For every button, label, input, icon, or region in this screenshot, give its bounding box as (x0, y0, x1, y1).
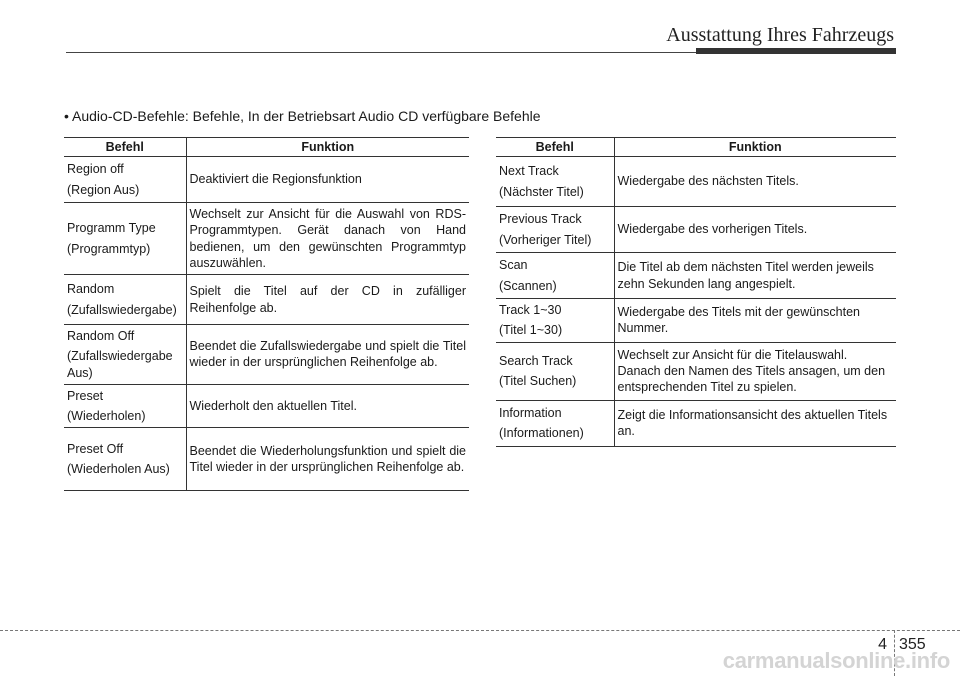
command-cell: Information (Informationen) (496, 400, 614, 446)
right-command-table (496, 137, 896, 447)
function-cell: Wiedergabe des Titels mit der gewünschten Nummer. (614, 299, 896, 343)
column-header-funktion: Funktion (614, 138, 896, 157)
intro-text: • Audio-CD-Befehle: Befehle, In der Betriebsart Audio CD verfügbare Befehle (64, 108, 541, 124)
function-cell: Wiedergabe des nächsten Titels. (614, 157, 896, 207)
table-row (496, 207, 896, 253)
function-cell: Wechselt zur Ansicht für die Titelauswahl. Danach den Namen des Titels ansagen, um den entsprechenden Titel zu spielen. (614, 342, 896, 400)
command-cell: Preset Off (Wiederholen Aus) (64, 428, 186, 491)
table-row (64, 325, 469, 385)
command-cell: Track 1~30 (Titel 1~30) (496, 299, 614, 343)
command-cell: Scan (Scannen) (496, 253, 614, 299)
page-number: 355 (899, 636, 926, 653)
header-rule (66, 52, 696, 53)
function-cell: Spielt die Titel auf der CD in zufälliger Reihenfolge ab. (186, 275, 469, 325)
table-row (64, 203, 469, 275)
column-header-befehl: Befehl (496, 138, 614, 157)
header-rule-accent (696, 48, 896, 54)
table-row (64, 384, 469, 428)
table-row (64, 157, 469, 203)
table-row (496, 299, 896, 343)
command-cell: Preset (Wiederholen) (64, 384, 186, 428)
footer-divider (0, 630, 960, 631)
table-row (496, 342, 896, 400)
command-cell: Region off (Region Aus) (64, 157, 186, 203)
command-cell: Next Track (Nächster Titel) (496, 157, 614, 207)
command-cell: Random Off (Zufallswiedergabe Aus) (64, 325, 186, 385)
command-cell: Random (Zufallswiedergabe) (64, 275, 186, 325)
watermark: carmanualsonline.info (722, 648, 950, 673)
command-cell: Search Track (Titel Suchen) (496, 342, 614, 400)
function-cell: Die Titel ab dem nächsten Titel werden jeweils zehn Sekunden lang angespielt. (614, 253, 896, 299)
function-cell: Zeigt die Informationsansicht des aktuellen Titels an. (614, 400, 896, 446)
left-command-table (64, 137, 469, 491)
table-row (496, 400, 896, 446)
table-row (496, 157, 896, 207)
function-cell: Wechselt zur Ansicht für die Auswahl von RDS-Programmtypen. Gerät danach von Hand bedienen, um den gewünschten Programmtyp auszuwählen. (186, 203, 469, 275)
function-cell: Wiederholt den aktuellen Titel. (186, 384, 469, 428)
function-cell: Beendet die Zufallswiedergabe und spielt die Titel wieder in der ursprünglichen Reihenfolge ab. (186, 325, 469, 385)
table-row (496, 253, 896, 299)
table-row (64, 428, 469, 491)
column-header-funktion: Funktion (186, 138, 469, 157)
function-cell: Wiedergabe des vorherigen Titels. (614, 207, 896, 253)
command-cell: Previous Track (Vorheriger Titel) (496, 207, 614, 253)
section-title: Ausstattung Ihres Fahrzeugs (666, 24, 894, 46)
function-cell: Deaktiviert die Regionsfunktion (186, 157, 469, 203)
command-cell: Programm Type (Programmtyp) (64, 203, 186, 275)
column-header-befehl: Befehl (64, 138, 186, 157)
chapter-number: 4 (878, 636, 887, 653)
table-row (64, 275, 469, 325)
function-cell: Beendet die Wiederholungsfunktion und spielt die Titel wieder in der ursprünglichen Reihenfolge ab. (186, 428, 469, 491)
